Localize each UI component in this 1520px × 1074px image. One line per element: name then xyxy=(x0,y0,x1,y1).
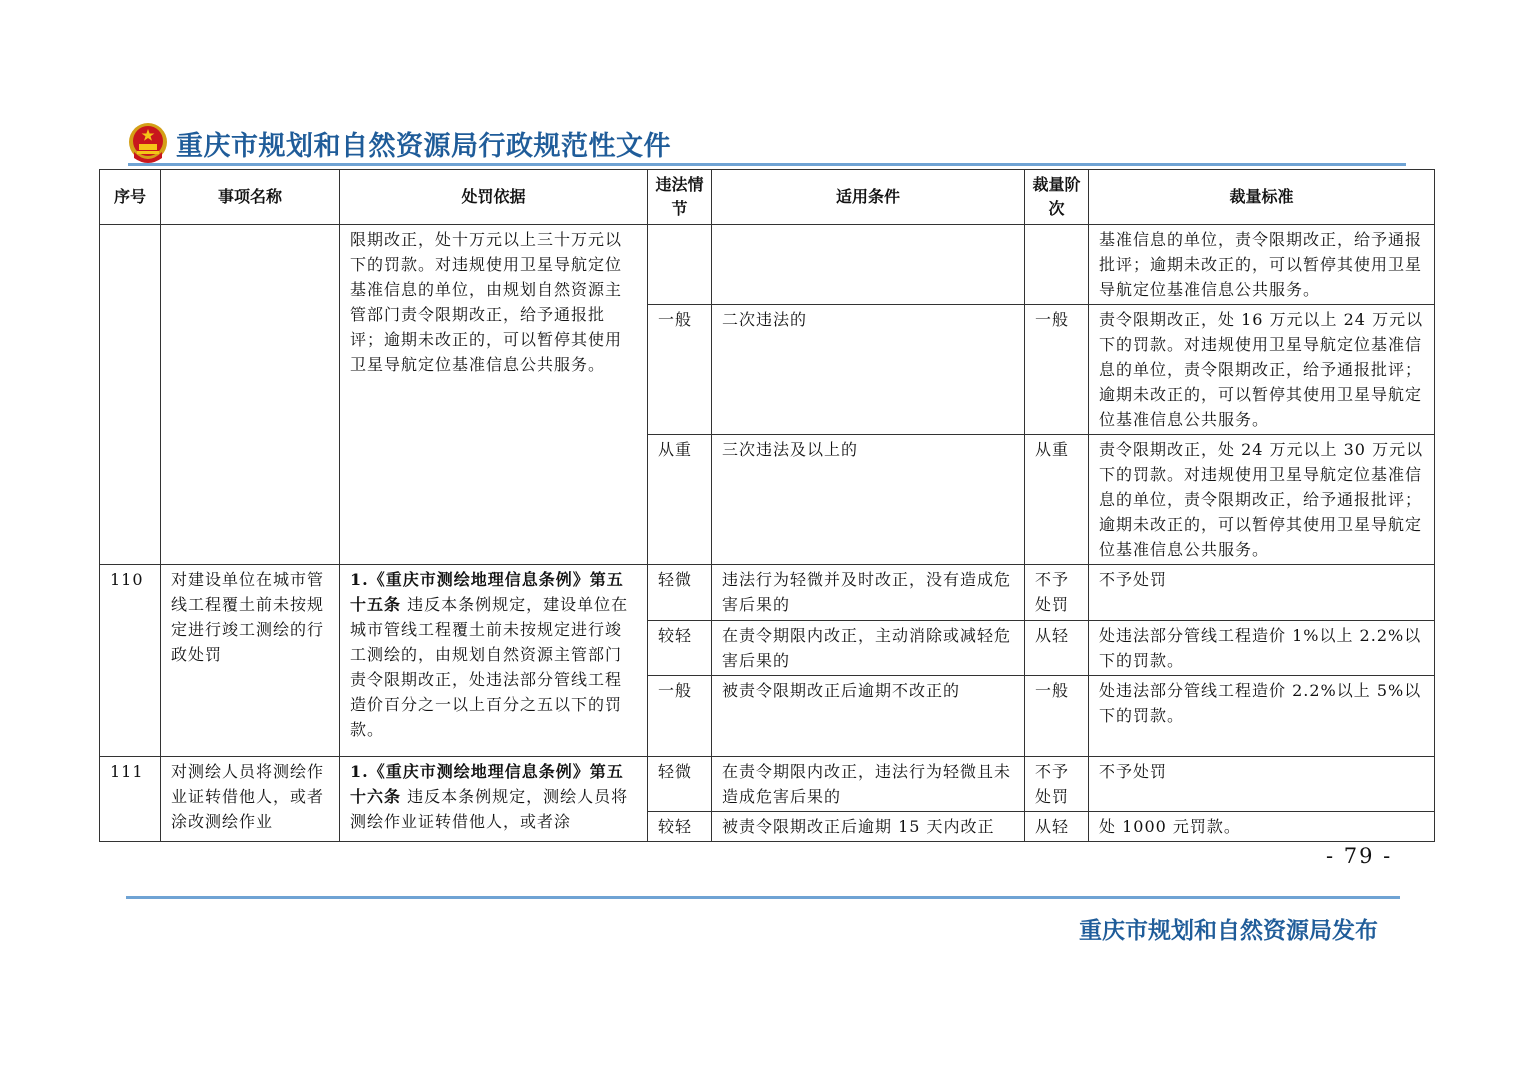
col-header-standard: 裁量标准 xyxy=(1089,170,1435,225)
table-row xyxy=(100,565,1435,621)
cell-stage: 从轻 xyxy=(1025,621,1089,676)
header-title: 重庆市规划和自然资源局行政规范性文件 xyxy=(176,131,671,162)
col-header-basis: 处罚依据 xyxy=(340,170,648,225)
publisher-footer: 重庆市规划和自然资源局发布 xyxy=(1079,918,1378,944)
cell-basis: 限期改正，处十万元以上三十万元以下的罚款。对违规使用卫星导航定位基准信息的单位，由规划自然资源主管部门责令限期改正，给予通报批评；逾期未改正的，可以暂停其使用卫星导航定位基准信息公共服务。 xyxy=(340,225,648,565)
cell-stage: 一般 xyxy=(1025,305,1089,435)
cell-standard: 不予处罚 xyxy=(1089,565,1435,621)
cell-condition: 在责令期限内改正，主动消除或减轻危害后果的 xyxy=(712,621,1025,676)
col-header-stage: 裁量阶次 xyxy=(1025,170,1089,225)
cell-number: 110 xyxy=(100,565,161,757)
law-article-body: 违反本条例规定，建设单位在城市管线工程覆土前未按规定进行竣工测绘的，由规划自然资源主管部门责令限期改正，处违法部分管线工程造价百分之一以上百分之五以下的罚款。 xyxy=(350,595,629,739)
cell-standard: 责令限期改正，处 24 万元以上 30 万元以下的罚款。对违规使用卫星导航定位基准信息的单位，责令限期改正，给予通报批评；逾期未改正的，可以暂停其使用卫星导航定位基准信息公共服务。 xyxy=(1089,435,1435,565)
cell-condition: 三次违法及以上的 xyxy=(712,435,1025,565)
cell-condition: 被责令限期改正后逾期 15 天内改正 xyxy=(712,812,1025,842)
table-row xyxy=(100,225,1435,305)
cell-circumstance: 一般 xyxy=(648,305,712,435)
col-header-circumstance: 违法情节 xyxy=(648,170,712,225)
cell-stage: 不予处罚 xyxy=(1025,565,1089,621)
cell-stage: 一般 xyxy=(1025,676,1089,757)
header-divider xyxy=(128,163,1406,166)
cell-condition xyxy=(712,225,1025,305)
cell-number: 111 xyxy=(100,757,161,842)
law-article-body: 违反本条例规定，测绘人员将测绘作业证转借他人，或者涂 xyxy=(350,787,629,831)
cell-circumstance: 轻微 xyxy=(648,757,712,812)
cell-basis xyxy=(340,565,648,757)
cell-number xyxy=(100,225,161,565)
table-row xyxy=(100,757,1435,812)
cell-circumstance: 较轻 xyxy=(648,621,712,676)
table-header-row xyxy=(100,170,1435,225)
page-number: - 79 - xyxy=(1326,844,1393,868)
cell-stage xyxy=(1025,225,1089,305)
cell-standard: 基准信息的单位，责令限期改正，给予通报批评；逾期未改正的，可以暂停其使用卫星导航定位基准信息公共服务。 xyxy=(1089,225,1435,305)
cell-condition: 违法行为轻微并及时改正，没有造成危害后果的 xyxy=(712,565,1025,621)
penalty-discretion-table xyxy=(99,169,1435,842)
cell-circumstance: 从重 xyxy=(648,435,712,565)
cell-circumstance xyxy=(648,225,712,305)
cell-circumstance: 一般 xyxy=(648,676,712,757)
national-emblem-icon xyxy=(128,122,168,164)
cell-item-name xyxy=(161,225,340,565)
cell-item-name: 对测绘人员将测绘作业证转借他人，或者涂改测绘作业 xyxy=(161,757,340,842)
col-header-condition: 适用条件 xyxy=(712,170,1025,225)
cell-circumstance: 轻微 xyxy=(648,565,712,621)
cell-standard: 处 1000 元罚款。 xyxy=(1089,812,1435,842)
cell-stage: 不予处罚 xyxy=(1025,757,1089,812)
cell-condition: 在责令期限内改正，违法行为轻微且未造成危害后果的 xyxy=(712,757,1025,812)
cell-condition: 被责令限期改正后逾期不改正的 xyxy=(712,676,1025,757)
cell-standard: 处违法部分管线工程造价 1%以上 2.2%以下的罚款。 xyxy=(1089,621,1435,676)
law-article-title: 1.《重庆市测绘地理信息条例》第五十六条 xyxy=(350,762,624,806)
cell-condition: 二次违法的 xyxy=(712,305,1025,435)
cell-stage: 从轻 xyxy=(1025,812,1089,842)
cell-item-name: 对建设单位在城市管线工程覆土前未按规定进行竣工测绘的行政处罚 xyxy=(161,565,340,757)
cell-standard: 责令限期改正，处 16 万元以上 24 万元以下的罚款。对违规使用卫星导航定位基准信息的单位，责令限期改正，给予通报批评；逾期未改正的，可以暂停其使用卫星导航定位基准信息公共服务。 xyxy=(1089,305,1435,435)
cell-circumstance: 较轻 xyxy=(648,812,712,842)
law-article-title: 1.《重庆市测绘地理信息条例》第五十五条 xyxy=(350,570,624,614)
col-header-number: 序号 xyxy=(100,170,161,225)
cell-standard: 不予处罚 xyxy=(1089,757,1435,812)
footer-divider xyxy=(126,896,1400,899)
col-header-item-name: 事项名称 xyxy=(161,170,340,225)
cell-basis xyxy=(340,757,648,842)
cell-standard: 处违法部分管线工程造价 2.2%以上 5%以下的罚款。 xyxy=(1089,676,1435,757)
cell-stage: 从重 xyxy=(1025,435,1089,565)
